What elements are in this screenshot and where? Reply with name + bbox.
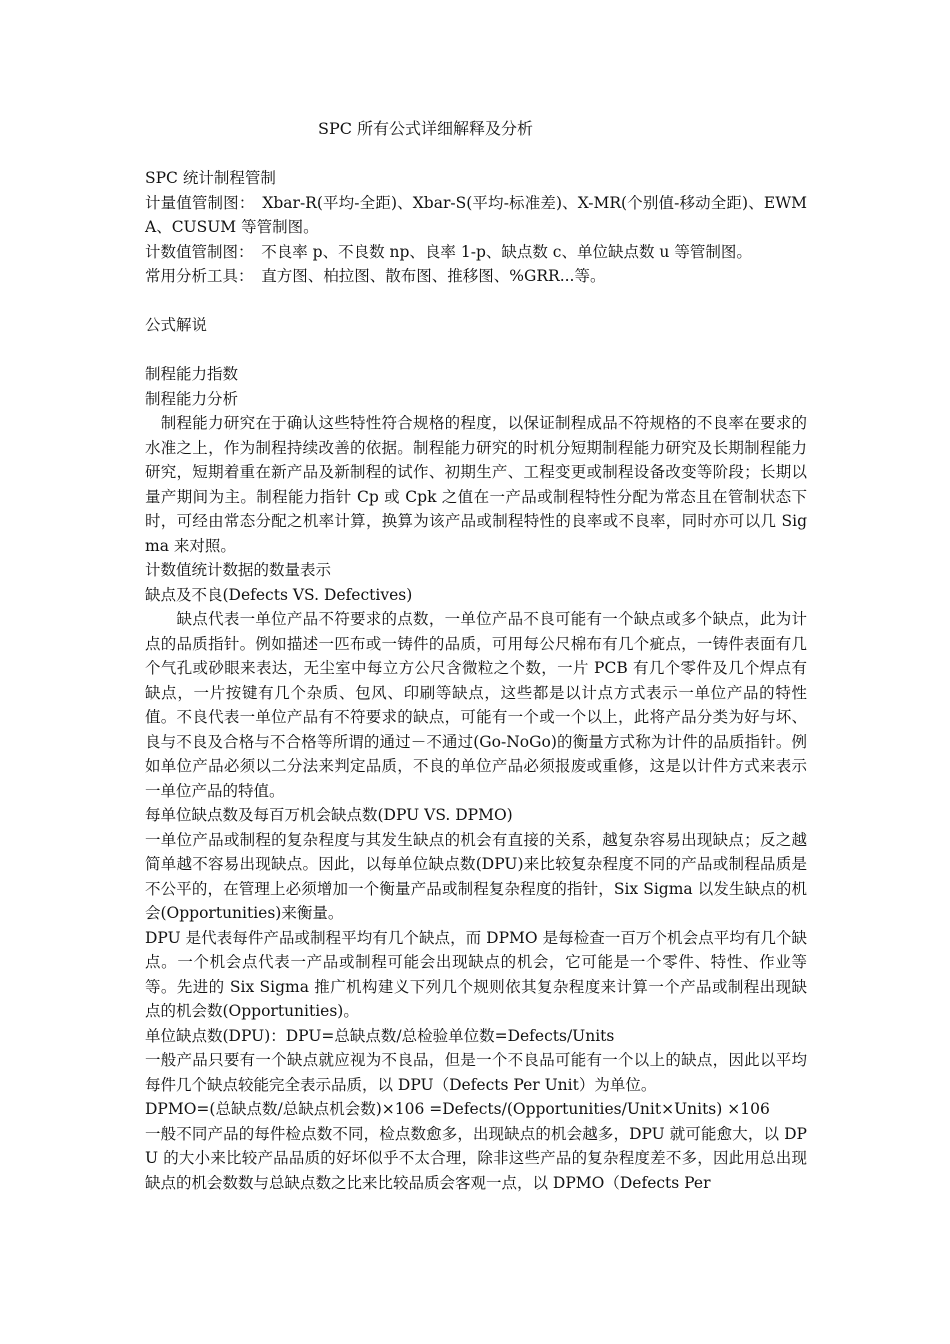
section-heading-spc: SPC 统计制程管制 [145, 169, 276, 187]
section-heading-attribute-data: 计数值统计数据的数量表示 [145, 561, 332, 579]
paragraph-capability-analysis: 制程能力研究在于确认这些特性符合规格的程度，以保证制程成品不符规格的不良率在要求的水准之上，作为制程持续改善的依据。制程能力研究的时机分短期制程能力研究及长期制程能力研究，短期着重在新产品及新制程的试作、初期生产、工程变更或制程设备改变等阶段；长期以量产期间为主。制程能力指针 Cp 或 Cpk 之值在一产品或制程特性分配为常态且在管制状态下时，可经由常态分配之机率计算，换算为该产品或制程特性的良率或不良率，同时亦可以几 Sigma 来对照。 [145, 414, 807, 555]
paragraph-variable-charts: 计量值管制图： Xbar-R(平均-全距)、Xbar-S(平均-标准差)、X-MR(个别值-移动全距)、EWMA、CUSUM 等管制图。 [145, 193, 807, 236]
section-heading-capability-index: 制程能力指数 [145, 365, 239, 383]
blank-line [145, 338, 807, 363]
paragraph-dpmo-explanation: 一般不同产品的每件检点数不同，检点数愈多，出现缺点的机会越多，DPU 就可能愈大，以 DPU 的大小来比较产品品质的好坏似乎不太合理，除非这些产品的复杂程度差不多，因此用总出现缺点的机会数数与总缺点数之比来比较品质会客观一点，以 DPMO（Defects Per [145, 1124, 807, 1192]
paragraph-complexity: 一单位产品或制程的复杂程度与其发生缺点的机会有直接的关系，越复杂容易出现缺点；反之越简单越不容易出现缺点。因此，以每单位缺点数(DPU)来比较复杂程度不同的产品或制程品质是不公平的，在管理上必须增加一个衡量产品或制程复杂程度的指针，Six Sigma 以发生缺点的机会(Opportunities)来衡量。 [145, 830, 807, 922]
paragraph-defects-vs-defectives: 缺点代表一单位产品不符要求的点数，一单位产品不良可能有一个缺点或多个缺点，此为计点的品质指针。例如描述一匹布或一铸件的品质，可用每公尺棉布有几个疵点，一铸件表面有几个气孔或砂眼来表达，无尘室中每立方公尺含微粒之个数，一片 PCB 有几个零件及几个焊点有缺点，一片按键有几个杂质、包风、印刷等缺点，这些都是以计点方式表示一单位产品的特性值。不良代表一单位产品有不符要求的缺点，可能有一个或一个以上，此将产品分类为好与坏、良与不良及合格与不合格等所谓的通过－不通过(Go-NoGo)的衡量方式称为计件的品质指针。例如单位产品必须以二分法来判定品质，不良的单位产品必须报废或重修，这是以计件方式来表示一单位产品的特值。 [145, 610, 807, 800]
section-heading-formulas: 公式解说 [145, 316, 208, 334]
section-heading-defects-vs-defectives: 缺点及不良(Defects VS. Defectives) [145, 585, 413, 604]
section-heading-dpu-vs-dpmo: 每单位缺点数及每百万机会缺点数(DPU VS. DPMO) [145, 806, 513, 824]
section-heading-capability-analysis: 制程能力分析 [145, 389, 239, 408]
paragraph-dpu-explanation: 一般产品只要有一个缺点就应视为不良品，但是一个不良品可能有一个以上的缺点，因此以平均每件几个缺点较能完全表示品质，以 DPU（Defects Per Unit）为单位。 [145, 1051, 807, 1094]
formula-dpu: 单位缺点数(DPU)：DPU=总缺点数/总检验单位数=Defects/Units [145, 1026, 615, 1045]
blank-line [145, 289, 807, 314]
paragraph-attribute-charts: 计数值管制图： 不良率 p、不良数 np、良率 1-p、缺点数 c、单位缺点数 u 等管制图。 [145, 242, 752, 261]
formula-dpmo: DPMO=(总缺点数/总缺点机会数)×106 =Defects/(Opportunities/Unit×Units) ×106 [145, 1100, 770, 1118]
document-body [145, 166, 807, 1195]
paragraph-analysis-tools: 常用分析工具： 直方图、柏拉图、散布图、推移图、%GRR...等。 [145, 267, 606, 285]
paragraph-dpu-dpmo-definition: DPU 是代表每件产品或制程平均有几个缺点，而 DPMO 是每检查一百万个机会点平均有几个缺点。一个机会点代表一产品或制程可能会出现缺点的机会，它可能是一个零件、特性、作业等等。先进的 Six Sigma 推广机构建义下列几个规则依其复杂程度来计算一个产品或制程出现缺点的机会数(Opportunities)。 [145, 928, 807, 1020]
document-title: SPC 所有公式详细解释及分析 [318, 119, 534, 138]
